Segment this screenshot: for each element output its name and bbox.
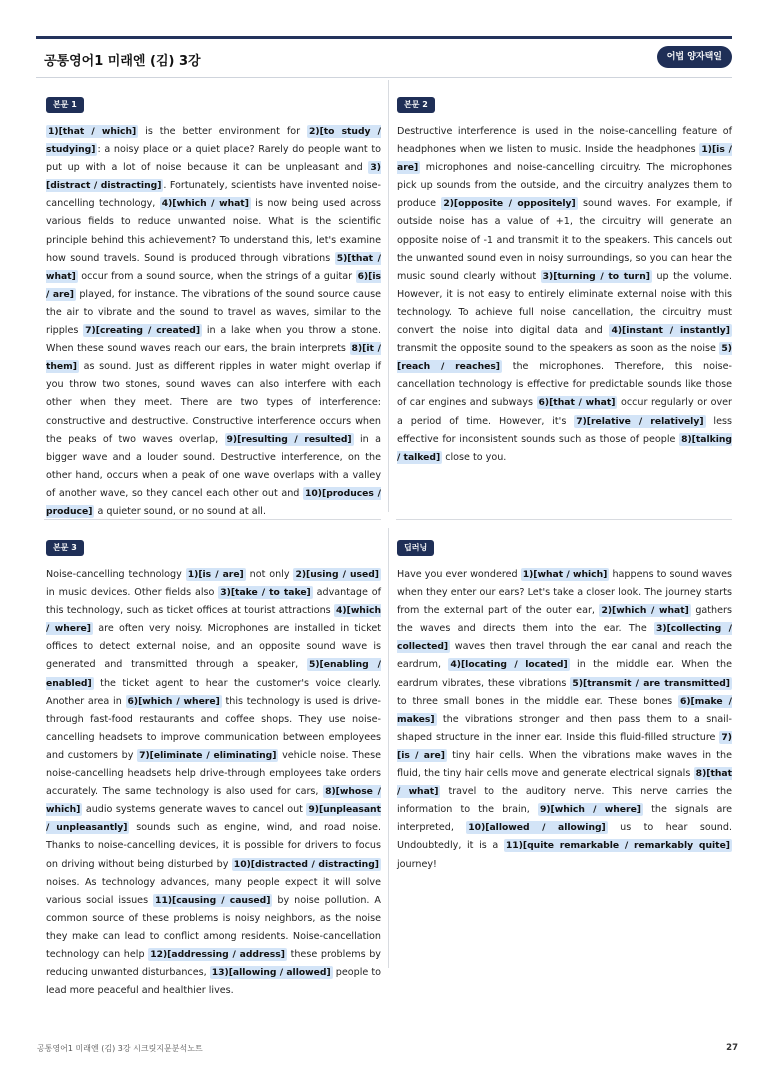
grammar-choice-blank: 3)[distract / distracting] <box>46 162 381 192</box>
grammar-choice-blank: 6)[which / where] <box>127 695 220 707</box>
grammar-choice-blank: 8)[it / them] <box>46 343 381 373</box>
grammar-choice-blank: 10)[allowed / allowing] <box>468 822 606 834</box>
grammar-choice-blank: 3)[turning / to turn] <box>542 270 650 282</box>
passage-tag: 본문 1 <box>46 97 84 113</box>
grammar-choice-blank: 11)[causing / caused] <box>155 894 271 906</box>
column-divider-bottom <box>388 528 389 968</box>
grammar-choice-blank: 4)[instant / instantly] <box>611 325 730 337</box>
grammar-choice-blank: 5)[that / what] <box>46 252 381 282</box>
grammar-choice-blank: 3)[take / to take] <box>220 587 311 599</box>
grammar-choice-blank: 1)[is / are] <box>397 144 732 174</box>
grammar-choice-blank: 8)[that / what] <box>397 768 732 798</box>
grammar-choice-blank: 1)[what / which] <box>522 569 608 580</box>
passage-tag: 본문 3 <box>46 540 84 556</box>
grammar-choice-blank: 7)[eliminate / eliminating] <box>139 749 277 761</box>
grammar-choice-blank: 6)[is / are] <box>46 270 381 300</box>
passage-text: 1)[that / which] is the better environment for 2)[to study / studying] : a noisy place or a quiet place? Rarely do people want to put up with a lot of noise because it can be unpleasant and 3)[distract / distracting] . Fortunately, scientists have invented noise-cancelling technology, 4)[which / what] is now being used across various fields to reduce unwanted noise. What is the scientific principle behind this achievement? To understand this, let's examine how sound travels. Sound is produced through vibrations 5)[that / what] occur from a sound source, when the strings of a guitar 6)[is / are] played, for instance. The vibrations of the sound source cause the air to vibrate and the sound to travel as waves, similar to the ripples 7)[creating / created] in a lake when you throw a stone. When these sound waves reach our ears, the brain interprets 8)[it / them] as sound. Just as different ripples in water might overlap if you throw two stones, sound waves can also interfere with each other when they meet. There are two types of interference: constructive and destructive. Constructive interference occurs when the peaks of two waves overlap, 9)[resulting / resulted] in a bigger wave and a louder sound. Destructive interference, on the other hand, occurs when a peak of one wave overlaps with a valley of another wave, so they cancel each other out and 10)[produces / produce] a quieter sound, or no sound at all. <box>46 126 382 517</box>
passage-section-3 <box>46 535 381 1000</box>
grammar-choice-blank: 2)[to study / studying] <box>46 126 381 156</box>
passage-text: Destructive interference is used in the noise-cancelling feature of headphones when we listen to music. Inside the headphones 1)[is / are] microphones and noise-cancelling circuitry. The microphones pick up sounds from the outside, and the circuitry analyzes them to produce 2)[opposite / oppositely] sound waves. For example, if outside noise has a value of +1, the circuitry will generate an opposite noise of -1 and transmit it to the speakers. This cancels out the unwanted sound even in noisy surroundings, so you can hear the music sound clearly without 3)[turning / to turn] up the volume. However, it is not easy to entirely eliminate external noise with this technology. To achieve full noise cancellation, the circuitry must convert the noise into digital data and 4)[instant / instantly] transmit the opposite sound to the speakers as soon as the noise 5)[reach / reaches] the microphones. Therefore, this noise-cancellation technology is effective for predictable sounds like those of car engines and subways 6)[that / what] occur regularly or over a period of time. However, it's 7)[relative / relatively] less effective for inconsistent sounds such as those of people 8)[talking / talked] close to you. <box>397 126 733 463</box>
grammar-choice-blank: 6)[make / makes] <box>397 695 732 725</box>
grammar-choice-blank: 1)[that / which] <box>48 126 137 137</box>
grammar-choice-blank: 6)[that / what] <box>538 397 616 409</box>
grammar-choice-blank: 8)[whose / which] <box>46 786 381 816</box>
passage-section-2 <box>397 92 732 467</box>
grammar-choice-blank: 1)[is / are] <box>187 569 244 580</box>
grammar-choice-blank: 7)[is / are] <box>397 731 732 761</box>
grammar-choice-blank: 2)[which / what] <box>601 605 689 617</box>
passage-section-deep-learning <box>397 535 732 874</box>
grammar-choice-blank: 5)[enabling / enabled] <box>46 659 381 689</box>
grammar-choice-blank: 12)[addressing / address] <box>150 948 285 960</box>
grammar-choice-blank: 7)[relative / relatively] <box>576 415 704 427</box>
passage-text: Have you ever wondered 1)[what / which] happens to sound waves when they enter our ears? Let's take a closer look. The journey starts from the external part of the outer ear, 2)[which / what] gathers the waves and directs them into the ear. The 3)[collecting / collected] waves then travel through the ear canal and reach the eardrum, 4)[locating / located] in the middle ear. When the eardrum vibrates, these vibrations 5)[transmit / are transmitted] to three small bones in the middle ear. These bones 6)[make / makes] the vibrations stronger and then pass them to a snail-shaped structure in the inner ear. Inside this fluid-filled structure 7)[is / are] tiny hair cells. When the vibrations make waves in the fluid, the tiny hair cells move and generate electrical signals 8)[that / what] travel to the auditory nerve. This nerve carries the information to the brain, 9)[which / where] the signals are interpreted, 10)[allowed / allowing] us to hear sound. Undoubtedly, it is a 11)[quite remarkable / remarkably quite] journey! <box>397 569 733 870</box>
page-header <box>40 46 732 72</box>
grammar-choice-blank: 11)[quite remarkable / remarkably quite] <box>505 840 730 852</box>
header-divider <box>36 77 732 78</box>
category-badge: 어법 양자택일 <box>657 46 732 68</box>
header-accent-bar <box>36 36 732 39</box>
grammar-choice-blank: 4)[locating / located] <box>450 659 568 671</box>
passage-section-1 <box>46 92 381 521</box>
grammar-choice-blank: 10)[produces / produce] <box>46 487 381 517</box>
grammar-choice-blank: 9)[which / where] <box>539 804 642 816</box>
page-title: 공통영어1 미래엔 (김) 3강 <box>44 54 201 69</box>
footer-title: 공통영어1 미래엔 (김) 3강 시크릿지문분석노트 <box>37 1044 203 1053</box>
passage-tag: 딥러닝 <box>397 540 434 556</box>
grammar-choice-blank: 7)[creating / created] <box>85 325 201 337</box>
grammar-choice-blank: 8)[talking / talked] <box>397 433 732 463</box>
page-number: 27 <box>726 1043 738 1053</box>
passage-text: Noise-cancelling technology 1)[is / are] not only 2)[using / used] in music devices. Other fields also 3)[take / to take] advantage of this technology, such as ticket offices at tourist attractions 4)[which / where] are often very noisy. Microphones are installed in ticket offices to detect external noise, and an opposite sound wave is generated and transmitted through a speaker, 5)[enabling / enabled] the ticket agent to hear the customer's voice clearly. Another area in 6)[which / where] this technology is used is drive-through fast-food restaurants and coffee shops. They use noise-cancelling headsets to improve communication between employees and customers by 7)[eliminate / eliminating] vehicle noise. These noise-cancelling headsets help drive-through employees take orders accurately. The same technology is also used for cars, 8)[whose / which] audio systems generate waves to cancel out 9)[unpleasant / unpleasantly] sounds such as engine, wind, and road noise. Thanks to noise-cancelling devices, it is possible for drivers to focus on driving without being disturbed by 10)[distracted / distracting] noises. As technology advances, many people expect it will solve various social issues 11)[causing / caused] by noise pollution. A common source of these problems is noisy neighbors, as the noise they make can lead to conflict among residents. Noise-cancellation technology can help 12)[addressing / address] these problems by reducing unwanted disturbances, 13)[allowing / allowed] people to lead more peaceful and healthier lives. <box>46 569 381 997</box>
grammar-choice-blank: 13)[allowing / allowed] <box>211 967 331 979</box>
column-divider-top <box>388 80 389 512</box>
grammar-choice-blank: 4)[which / what] <box>161 198 249 210</box>
grammar-choice-blank: 5)[transmit / are transmitted] <box>572 677 730 689</box>
row-divider-right <box>396 519 732 520</box>
grammar-choice-blank: 5)[reach / reaches] <box>397 343 732 373</box>
grammar-choice-blank: 4)[which / where] <box>46 605 381 635</box>
grammar-choice-blank: 9)[resulting / resulted] <box>226 433 352 445</box>
grammar-choice-blank: 3)[collecting / collected] <box>397 623 732 653</box>
grammar-choice-blank: 9)[unpleasant / unpleasantly] <box>46 804 381 834</box>
grammar-choice-blank: 2)[using / used] <box>295 569 380 580</box>
passage-tag: 본문 2 <box>397 97 435 113</box>
grammar-choice-blank: 10)[distracted / distracting] <box>233 858 379 870</box>
grammar-choice-blank: 2)[opposite / oppositely] <box>443 198 576 210</box>
